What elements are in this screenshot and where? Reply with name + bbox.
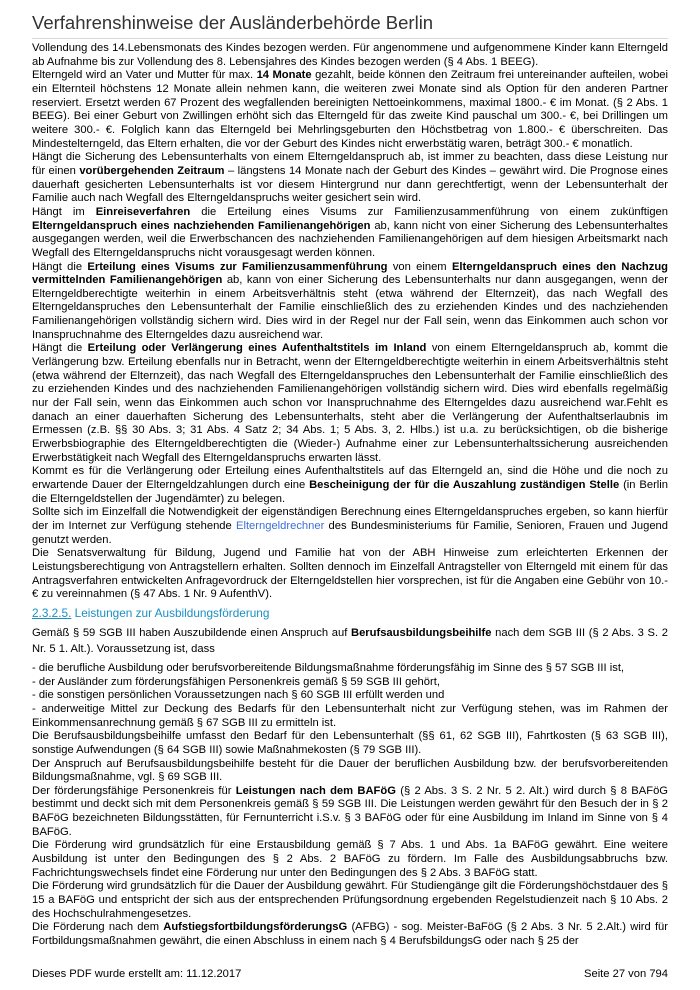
section-number-link[interactable]: 2.3.2.5. [32,605,72,620]
paragraph: Der förderungsfähige Personenkreis für Leistungen nach dem BAFöG (§ 2 Abs. 3 S. 2 Nr. 5 2. Alt.) wird durch § 8 BAFöG bestimmt und deckt sich mit dem Personenkreis gemäß § 59 SGB III. Die Leistungen werden gewährt für den Besuch der in § 2 BAFöG bezeichneten Bildungsstätten, für Fernunterricht i.S.v. § 3 BAFöG oder für eine Ausbildung im Inland im Sinne von § 4 BAFöG. [32,784,668,838]
paragraph: Die Förderung wird grundsätzlich für eine Erstausbildung gemäß § 7 Abs. 1 und Abs. 1a BAFöG gewährt. Eine weitere Ausbildung ist unter den Bedingungen des § 2 Abs. 2 BAFöG zu fördern. Im Falle des Ausbildungsabbruchs bzw. Fachrichtungswechsels findet eine Förderung nur unter den Bedingungen des § 2 Abs. 3 BAFöG statt. [32,839,668,879]
elterngeldrechner-link[interactable]: Elterngeldrechner [236,519,325,532]
paragraph: Hängt im Einreiseverfahren die Erteilung eines Visums zur Familienzusammenführung von einem zukünftigen Elterngeldanspruch eines nachziehenden Familienangehörigen ab, kann nicht von einer Sicherung des Lebensunterhaltes ausgegangen werden, weil die Erwerbschancen des nachziehenden Familienangehörigen auf dem hiesigen Arbeitsmarkt nach Wegfall des Elterngeldanspruchs nicht vorausgesagt werden können. [32,205,669,259]
document-body [32,42,668,949]
paragraph: Hängt die Sicherung des Lebensunterhalts von einem Elterngeldanspruch ab, ist immer zu beachten, dass diese Leistung nur für einen vorübergehenden Zeitraum – längstens 14 Monate nach der Geburt des Kindes – gewährt wird. Die Prognose eines dauerhaft gesicherten Lebensunterhalts ist vor diesem Hintergrund nur dann gerechtfertigt, wenn der Lebensunterhalt der Familie auch nach Wegfall des Elterngeldanspruchs weiter gesichert sein wird. [32,151,669,205]
section-title: Leistungen zur Ausbildungsförderung [71,605,270,620]
paragraph: Der Anspruch auf Berufsausbildungsbeihilfe besteht für die Dauer der beruflichen Ausbildung bzw. der berufsvorbereitenden Bildungsmaßnahme, vgl. § 69 SGB III. [32,757,668,784]
paragraph: Die Berufsausbildungsbeihilfe umfasst den Bedarf für den Lebensunterhalt (§§ 61, 62 SGB III), Fahrtkosten (§ 63 SGB III), sonstige Aufwendungen (§ 64 SGB III) sowie Maßnahmekosten (§ 79 SGB III). [32,730,668,756]
paragraph: Gemäß § 59 SGB III haben Auszubildende einen Anspruch auf Berufsausbildungsbeihilfe nach dem SGB III (§ 2 Abs. 3 S. 2 Nr. 5 1. Alt.). Voraussetzung ist, dass [32,626,668,656]
list-item: - der Ausländer zum förderungsfähigen Personenkreis gemäß § 59 SGB III gehört, [32,675,440,688]
list-item: - die berufliche Ausbildung oder berufsvorbereitende Bildungsmaßnahme förderungsfähig im Sinne des § 57 SGB III ist, [32,661,625,674]
paragraph: Die Senatsverwaltung für Bildung, Jugend und Familie hat von der ABH Hinweise zum erleichterten Erkennen der Leistungsberechtigung von Antragstellern erhalten. Sollten dennoch im Einzelfall Antragsteller von Elterngeld mit einem für das Antragsverfahren entwickelten Anfragevordruck der Elterngeldstellen hier vorsprechen, ist für die Angaben eine Gebühr von 10.- € zu vereinnahmen (§ 47 Abs. 1 Nr. 9 AufenthV). [32,547,668,601]
title-divider [32,38,668,39]
paragraph: Hängt die Erteilung eines Visums zur Familienzusammenführung von einem Elterngeldanspruch eines den Nachzug vermittelnden Familienangehörigen ab, kann von einer Sicherung des Lebensunterhalts nur dann ausgegangen, wenn der Elterngeldberechtigte weiterhin in einem Arbeitsverhältnis steht (etwa während der Elternzeit), das nach Wegfall des Elterngeldanspruches den Lebensunterhalt der Familie einschließlich des zu erziehenden Kindes und des nachziehenden Familienangehörigen vollständig sichern wird. Dies wird in der Regel nur der Fall sein, wenn das Einkommen auch schon vor Inanspruchnahme des Elterngeldes dazu ausreichend war. [32,260,669,341]
paragraph: Die Förderung nach dem AufstiegsfortbildungsförderungsG (AFBG) - sog. Meister-BaFöG (§ 2 Abs. 3 Nr. 5 2.Alt.) wird für Fortbildungsmaßnahmen gewährt, die einen Abschluss in einem nach § 4 BerufsbildungsG oder nach § 25 der [32,921,669,948]
paragraph: Vollendung des 14.Lebensmonats des Kindes bezogen werden. Für angenommene und aufgenommene Kinder kann Elterngeld ab Aufnahme bis zur Vollendung des 8. Lebensjahres des Kindes bezogen werden (§ 4 Abs. 1 BEEG). [32,42,668,68]
footer-created-date: Dieses PDF wurde erstellt am: 11.12.2017 [32,968,242,980]
list-item: - anderweitige Mittel zur Deckung des Bedarfs für den Lebensunterhalt nicht zur Verfügung stehen, was im Rahmen der Einkommensanrechnung gemäß § 67 SGB III zu ermitteln ist. [32,702,668,729]
list-item: - die sonstigen persönlichen Voraussetzungen nach § 60 SGB III erfüllt werden und [32,689,445,702]
paragraph: Kommt es für die Verlängerung oder Erteilung eines Aufenthaltstitels auf das Elterngeld an, sind die Höhe und die noch zu erwartende Dauer der Elterngeldzahlungen durch eine Bescheinigung der für die Auszahlung zuständigen Stelle (in Berlin die Elterngeldstellen der Jugendämter) zu belegen. [32,465,668,505]
page-title: Verfahrenshinweise der Ausländerbehörde Berlin [32,12,434,33]
paragraph: Elterngeld wird an Vater und Mutter für max. 14 Monate gezahlt, beide können den Zeitraum frei untereinander aufteilen, wobei ein Elternteil höchstens 12 Monate allein nehmen kann, die weiteren zwei Monate sind als Option für den anderen Partner reserviert. Ersetzt werden 67 Prozent des wegfallenden bereinigten Nettoeinkommens, maximal 1800.- € im Monat. (§ 2 Abs. 1 BEEG). Bei einer Geburt von Zwillingen erhöht sich das Elterngeld für das zweite Kind pauschal um 300.- €, bei Drillingen um weitere 300.- €. Folglich kann das Elterngeld bei Mehrlingsgeburten den Höchstbetrag von 1.800.- € überschreiten. Das Mindestelterngeld, das Eltern erhalten, die vor der Geburt des Kindes nicht erwerbstätig waren, beträgt 300.- € monatlich. [32,69,669,150]
paragraph: Sollte sich im Einzelfall die Notwendigkeit der eigenständigen Berechnung eines Elterngeldanspruches ergeben, so kann hierfür der im Internet zur Verfügung stehende Elterngeldrechner des Bundesministeriums für Familie, Senioren, Frauen und Jugend genutzt werden. [32,506,668,546]
section-heading [32,606,668,621]
paragraph: Die Förderung wird grundsätzlich für die Dauer der Ausbildung gewährt. Für Studiengänge gilt die Förderungshöchstdauer des § 15 a BAFöG und entspricht der sich aus der entsprechenden Prüfungsordnung ergebenden Regelstudienzeit nach § 10 Abs. 2 des Hochschulrahmengesetzes. [32,880,668,920]
paragraph: Hängt die Erteilung oder Verlängerung eines Aufenthaltstitels im Inland von einem Elterngeldanspruch ab, kommt die Verlängerung bzw. Erteilung ebenfalls nur in Betracht, wenn der Elterngeldberechtigte weiterhin in einem Arbeitsverhältnis steht (etwa während der Elternzeit), das nach Wegfall des Elterngeldanspruches den Lebensunterhalt der Familie einschließlich des zu erziehenden Kindes und des nachziehenden Familienangehörigen vollständig sichern wird. Dies wird ebenfalls regelmäßig nur der Fall sein, wenn das Einkommen auch schon vor Inanspruchnahme des Elterngeldes dazu ausreichend war.Fehlt es danach an einer dauerhaften Sicherung des Lebensunterhalts, steht aber die Verlängerung der Aufenthaltserlaubnis im Ermessen (z.B. §§ 30 Abs. 3; 31 Abs. 4 Satz 2; 34 Abs. 1; 5 Abs. 3, 2. Hlbs.) ist u.a. zu berücksichtigen, ob die bisherige Erwerbsbiographie des Elterngeldberechtigten die (Wieder-) Aufnahme einer zur Lebensunterhaltssicherung ausreichenden Erwerbstätigkeit nach Wegfall des Elterngeldanspruchs erwarten lässt. [32,342,669,464]
footer-page-number: Seite 27 von 794 [584,968,668,980]
